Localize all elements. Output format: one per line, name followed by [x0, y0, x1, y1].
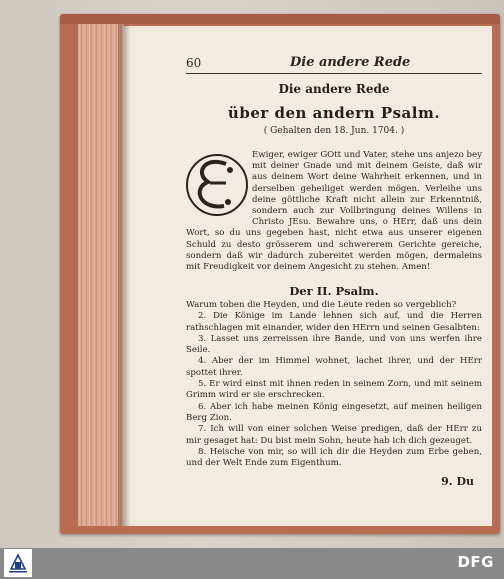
book-cover-top-edge [60, 14, 500, 24]
verse-3: 3. Lasset uns zerreissen ihre Bande, und von uns werfen ihre Seile. [186, 333, 482, 356]
verse-4: 4. Aber der im Himmel wohnet, lachet ihrer, und der HErr spottet ihrer. [186, 356, 482, 378]
viewer-footer-bar [0, 548, 504, 579]
verse-1 [186, 300, 482, 311]
verse-2: 2. Die Könige im Lande lehnen sich auf, und die Herren rathschlagen mit einander, wider den HErrn und seinen Gesalbten: [186, 311, 482, 333]
date-line: ( Gehalten den 18. Jun. 1704. ) [263, 126, 405, 136]
library-logo-icon [4, 549, 32, 577]
decorated-initial [186, 150, 252, 222]
decorated-initial-icon [186, 150, 248, 220]
gutter-shadow [118, 24, 130, 526]
page-number: 60 [186, 56, 202, 70]
header-rule [186, 73, 482, 74]
catchword: 9. Du [441, 475, 474, 488]
library-logo[interactable] [4, 549, 32, 577]
prayer-text: Ewiger, ewiger GOtt und Vater, stehe uns anjezo bey mit deiner Gnade und mit deinem Geiste, daß wir aus deinem Wort deine Wahrheit erkennen, und in derselben geheiliget werden mögen. Verleihe uns deine göttliche Kraft nicht allein zur Erkenntniß, sondern auch zur Vollbringung deines Willens in Christo JEsu. Bewahre uns, o HErr, daß uns dein Wort, so du uns gegeben hast, nicht etwa aus unserer eigenen Schuld zu desto grösserem und schwererem Gerichte gereiche, sondern daß wir dadurch zubereitet werden mögen, dermaleins mit Freudigkeit vor deinem Angesicht zu stehen. Amen! [186, 150, 482, 273]
verse-8: 8. Heische von mir, so will ich dir die Heyden zum Erbe geben, und der Welt Ende zum Eigenthum. [186, 446, 482, 469]
dfg-logo[interactable]: DFG [457, 553, 494, 571]
psalm-heading: Der II. Psalm. [289, 284, 379, 298]
section-subtitle: über den andern Psalm. [227, 104, 441, 122]
section-title: Die andere Rede [278, 82, 390, 96]
verse-1-text: Warum toben die Heyden, und die Leute reden so vergeblich? [186, 300, 457, 310]
prayer-paragraph [186, 150, 482, 273]
verse-5: 5. Er wird einst mit ihnen reden in seinem Zorn, und mit seinem Grimm wird er sie erschrecken. [186, 379, 482, 401]
running-head: Die andere Rede [290, 55, 411, 70]
verse-7: 7. Ich will von einer solchen Weise predigen, daß der HErr zu mir gesaget hat: Du bist mein Sohn, heute hab ich dich gezeuget. [186, 424, 482, 446]
verse-6: 6. Aber ich habe meinen König eingesetzt, auf meinen heiligen Berg Zion. [186, 401, 482, 423]
psalm-verses [186, 300, 482, 469]
